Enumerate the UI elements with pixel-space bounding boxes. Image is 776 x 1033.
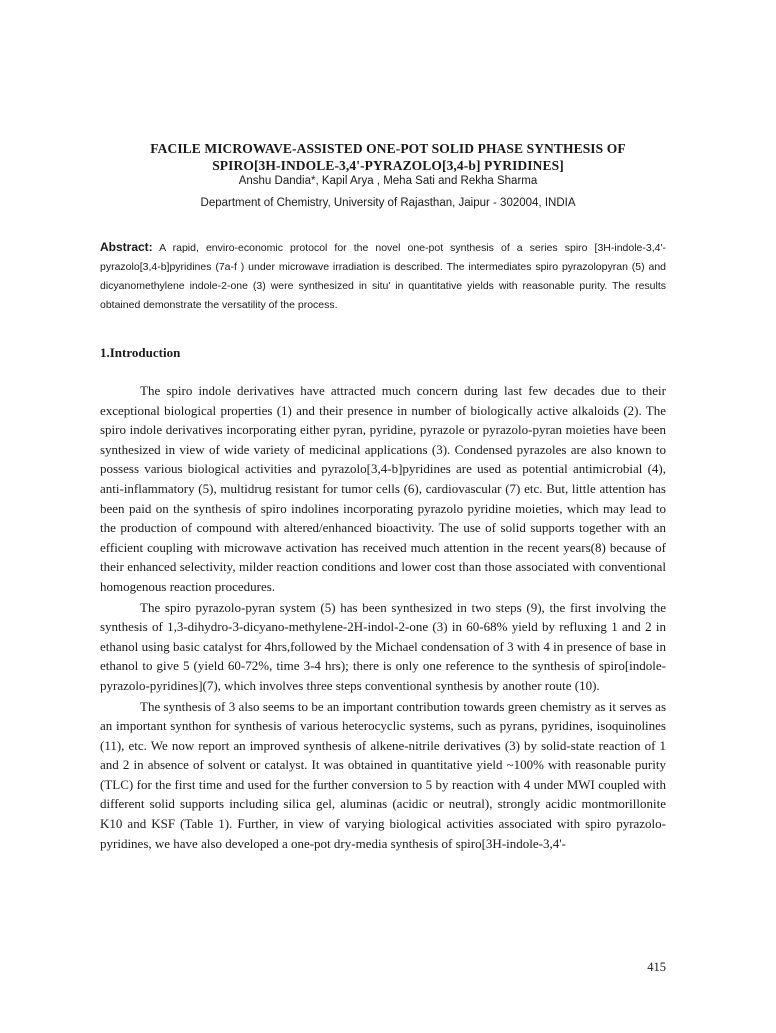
title-line-2: SPIRO[3H-INDOLE-3,4'-PYRAZOLO[3,4-b] PYRIDINES] [212,158,564,173]
author-list: Anshu Dandia*, Kapil Arya , Meha Sati and Rekha Sharma [238,175,538,187]
abstract [100,238,666,315]
paragraph-3: The synthesis of 3 also seems to be an important contribution towards green chemistry as it serves as an important synthon for synthesis of various heterocyclic systems, such as pyrans, pyridines, isoquinolines (11), etc. We now report an improved synthesis of alkene-nitrile derivatives (3) by solid-state reaction of 1 and 2 in absence of solvent or catalyst. It was obtained in quantitative yield ~100% with reasonable purity (TLC) for the first time and used for the further conversion to 5 by reaction with 4 under MWI coupled with different solid supports including silica gel, aluminas (acidic or neutral), strongly acidic montmorillonite K10 and KSF (Table 1). Further, in view of varying biological activities associated with spiro pyrazolo-pyridines, we have also developed a one-pot dry-media synthesis of spiro[3H-indole-3,4'- [100,698,666,851]
introduction-body [100,381,666,853]
page-number: 415 [647,960,666,974]
paragraph-2: The spiro pyrazolo-pyran system (5) has been synthesized in two steps (9), the first involving the synthesis of 1,3-dihydro-3-dicyano-methylene-2H-indol-2-one (3) in 60-68% yield by refluxing 1 and 2 in ethanol using basic catalyst for 4hrs,followed by the Michael condensation of 3 with 4 in presence of base in ethanol to give 5 (yield 60-72%, time 3-4 hrs); there is only one reference to the synthesis of spiro[indole-pyrazolo-pyridines](7), which involves three steps conventional synthesis by another route (10). [100,599,666,693]
title-line-1: FACILE MICROWAVE-ASSISTED ONE-POT SOLID PHASE SYNTHESIS OF [150,141,626,156]
affiliation: Department of Chemistry, University of Rajasthan, Jaipur - 302004, INDIA [200,197,576,209]
abstract-text: A rapid, enviro-economic protocol for the novel one-pot synthesis of a series spiro [3H-indole-3,4'-pyrazolo[3,4-b]pyridines (7a-f ) under microwave irradiation is described. The intermediates spiro pyrazolopyran (5) and dicyanomethylene indole-2-one (3) were synthesized in situ' in quantitative yields with reasonable purity. The results obtained demonstrate the versatility of the process. [100,242,666,311]
abstract-label: Abstract: [100,240,153,254]
paragraph-1: The spiro indole derivatives have attracted much concern during last few decades due to their exceptional biological properties (1) and their presence in number of biologically active alkaloids (2). The spiro indole derivatives incorporating either pyran, pyridine, pyrazole or pyrazolo-pyran moieties have been synthesized in view of wide variety of medicinal applications (3). Condensed pyrazoles are also known to possess various biological activities and pyrazolo[3,4-b]pyridines are used as potential antimicrobial (4), anti-inflammatory (5), multidrug resistant for tumor cells (6), cardiovascular (7) etc. But, little attention has been paid on the synthesis of spiro indolines incorporating pyrazolo pyridine moieties, which may lead to the production of compound with altered/enhanced bioactivity. The use of solid supports together with an efficient coupling with microwave activation has received much attention in the recent years(8) because of their enhanced selectivity, milder reaction conditions and lower cost than those associated with conventional homogenous reaction procedures. [100,383,666,594]
section-heading-introduction: 1.Introduction [100,345,181,360]
paper-title [90,140,686,174]
